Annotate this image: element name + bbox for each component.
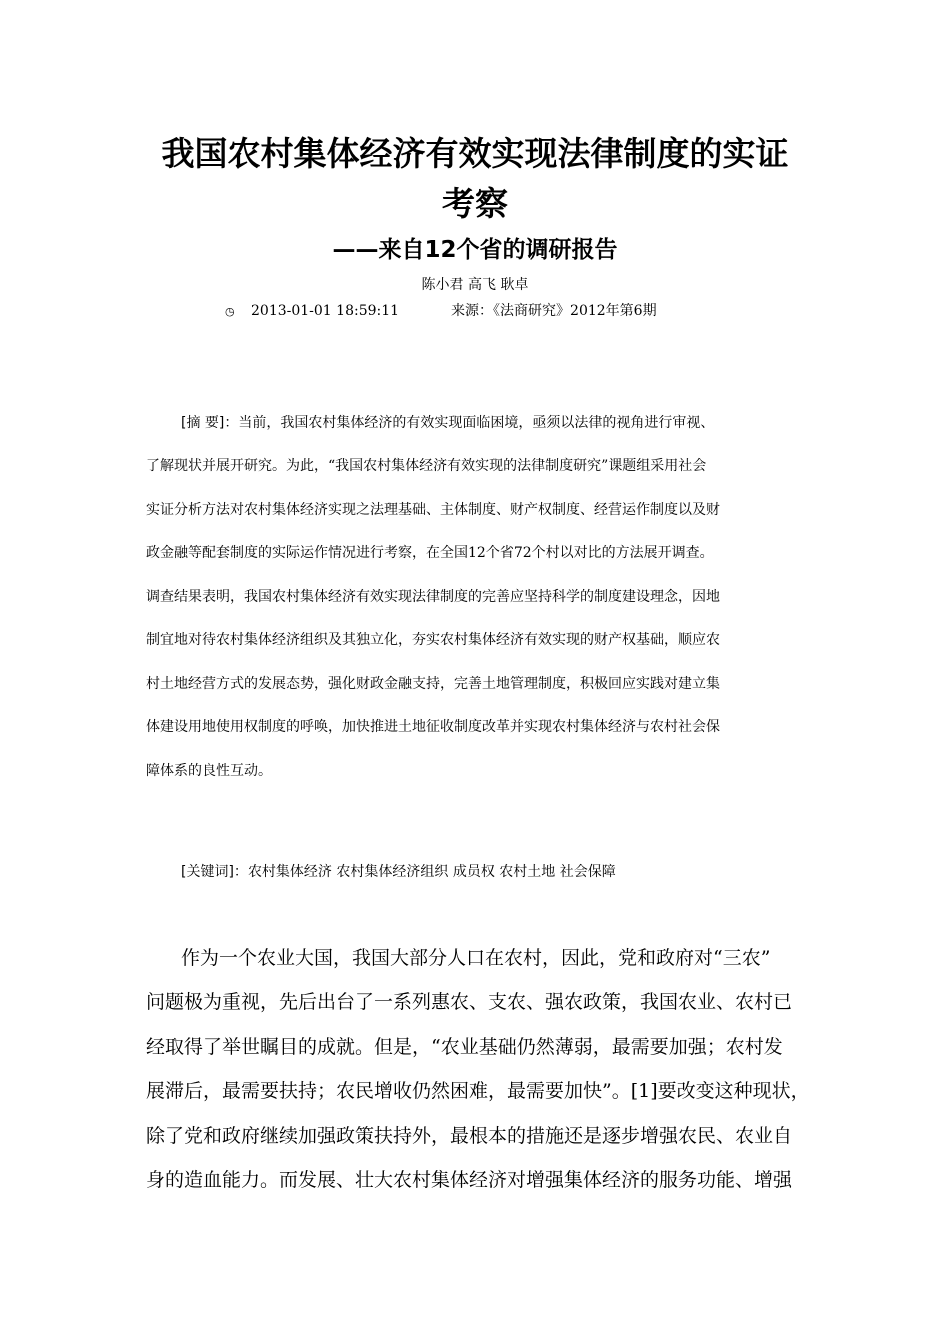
abstract-line: 了解现状并展开研究。为此，“我国农村集体经济有效实现的法律制度研究”课题组采用社会: [146, 458, 707, 474]
body-line: 除了党和政府继续加强政策扶持外，最根本的措施还是逐步增强农民、农业自: [146, 1125, 793, 1147]
abstract-line: 村土地经营方式的发展态势，强化财政金融支持，完善土地管理制度，积极回应实践对建立集: [146, 676, 720, 692]
abstract-line: 体建设用地使用权制度的呼唤，加快推进土地征收制度改革并实现农村集体经济与农村社会保: [146, 719, 720, 735]
title-line-2: 考察: [442, 184, 508, 223]
abstract-label: [摘 要]：: [181, 415, 239, 431]
abstract-line: 实证分析方法对农村集体经济实现之法理基础、主体制度、财产权制度、经营运作制度以及财: [146, 502, 720, 518]
body-line: 展滞后，最需要扶持；农民增收仍然困难，最需要加快”。[1]要改变这种现状，: [146, 1080, 810, 1102]
title-line-1: 我国农村集体经济有效实现法律制度的实证: [161, 134, 789, 173]
publication-meta: [225, 300, 657, 323]
keywords: [181, 861, 616, 883]
abstract-text: 当前，我国农村集体经济的有效实现面临困境，亟须以法律的视角进行审视、: [238, 415, 715, 431]
clock-icon: ◷: [225, 305, 235, 318]
timestamp: 2013-01-01 18:59:11: [251, 303, 400, 319]
source: 来源：《法商研究》2012年第6期: [451, 303, 657, 319]
keywords-text: 农村集体经济 农村集体经济组织 成员权 农村土地 社会保障: [247, 864, 616, 880]
keywords-label: [关键词]：: [181, 864, 248, 880]
authors: 陈小君 高飞 耿卓: [421, 277, 529, 293]
subtitle: ——来自12个省的调研报告: [332, 237, 618, 263]
body-line: 作为一个农业大国，我国大部分人口在农村，因此，党和政府对“三农”: [181, 947, 771, 969]
abstract-line: [181, 412, 714, 434]
abstract-line: 调查结果表明，我国农村集体经济有效实现法律制度的完善应坚持科学的制度建设理念，因地: [146, 589, 720, 605]
body-line: 身的造血能力。而发展、壮大农村集体经济对增强集体经济的服务功能、增强: [146, 1169, 793, 1191]
abstract-line: 障体系的良性互动。: [146, 763, 272, 779]
body-line: 经取得了举世瞩目的成就。但是，“农业基础仍然薄弱，最需要加强；农村发: [146, 1036, 783, 1058]
abstract-line: 制宜地对待农村集体经济组织及其独立化，夯实农村集体经济有效实现的财产权基础，顺应农: [146, 632, 720, 648]
abstract-line: 政金融等配套制度的实际运作情况进行考察，在全国12个省72个村以对比的方法展开调查。: [146, 545, 714, 561]
body-line: 问题极为重视，先后出台了一系列惠农、支农、强农政策，我国农业、农村已: [146, 991, 793, 1013]
